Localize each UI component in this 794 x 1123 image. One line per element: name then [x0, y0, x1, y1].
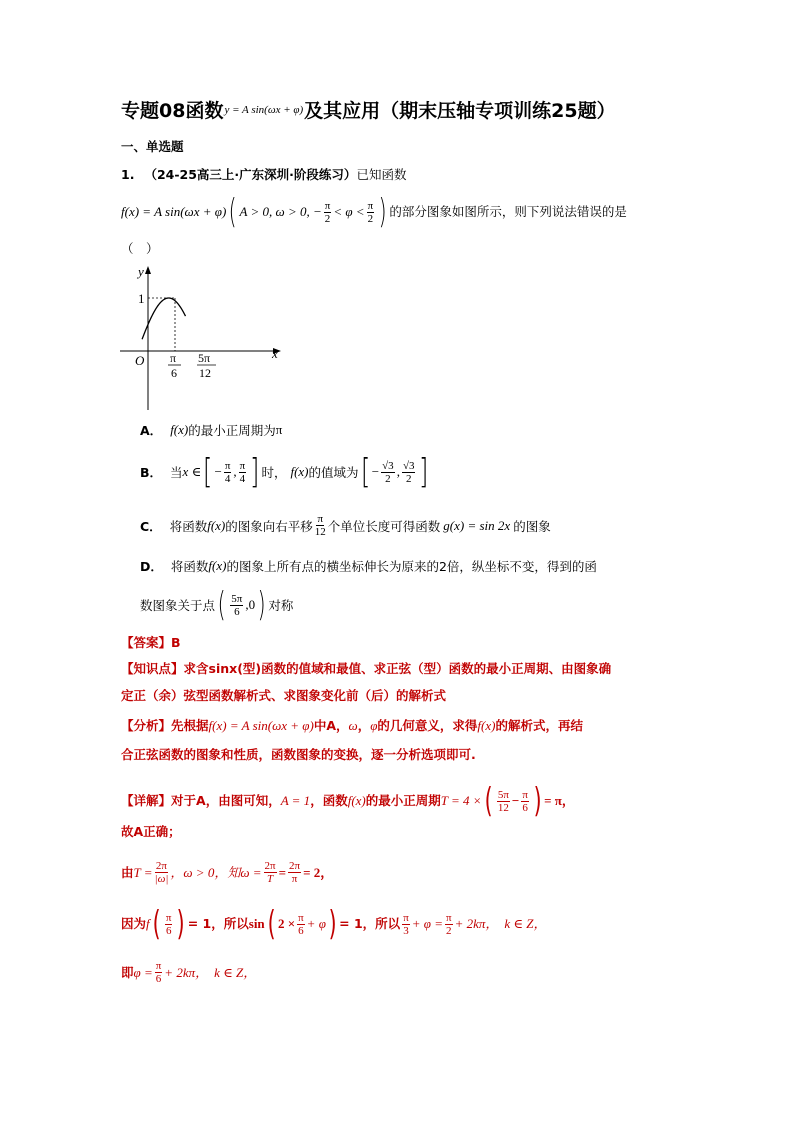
origin-label: O [135, 353, 145, 368]
stem-formula: f(x) = A sin(ωx + φ) [121, 204, 227, 219]
sine-curve [142, 298, 185, 339]
option-d-cont: 数图象关于点 ( $\frac{5\pi}{6}$ ,0 ) 对称 [140, 585, 294, 625]
stem-condition-b: < φ < [333, 204, 365, 219]
x-tick-pi-6-num: π [170, 351, 177, 365]
title-suffix: 及其应用（期末压轴专项训练25题） [304, 100, 616, 122]
answer-line: 【答案】 B [121, 635, 181, 650]
analysis-line-2: 合正弦函数的图象和性质，函数图象的变换，逐一分析选项即可. [121, 747, 476, 762]
option-d[interactable]: D． 将函数 f(x) 的图象上所有点的横坐标伸长为原来的2倍，纵坐标不变，得到的函 [140, 558, 597, 574]
detail-line-5: 即 φ = $\frac{\pi}{6}$ + 2kπ， k ∈ Z， [121, 960, 257, 985]
x-tick-pi-6-den: 6 [171, 366, 177, 380]
detail-line-3: 由 T = $\frac{2\pi}{|\omega|}$ ，ω > 0，知 ω = $\frac{2\pi}{T}$ = $\frac{2\pi}{\pi}$ = 2， [121, 860, 334, 885]
detail-line-4: 因为 f ( $\frac{\pi}{6}$ ) = 1，所以 sin ( 2 × $\frac{\pi}{6}$ + φ ) = 1，所以 $\frac{\pi}{3}$ + φ = $\frac{\pi}{2}$ + 2kπ， k ∈ Z， [121, 904, 547, 944]
title-prefix: 专题08函数 [121, 100, 224, 122]
answer-blank: （ ） [121, 241, 159, 256]
page-title [121, 96, 616, 123]
knowledge-line-1: 【知识点】 求含sinx(型)函数的值域和最值、求正弦（型）函数的最小正周期、由图象确 [121, 661, 612, 676]
question-stem: f(x) = A sin(ωx + φ) ( A > 0, ω > 0, − $\frac{\pi}{2}$ < φ < $\frac{\pi}{2}$ ) 的部分图象如图所示，则下列说法错误的是 [121, 192, 627, 232]
detail-line-1: 【详解】 对于A，由图可知， A = 1 ，函数 f(x) 的最小正周期 T = 4 × ( $\frac{5\pi}{12}$ − $\frac{\pi}{6}$ ) = π ， [121, 781, 575, 821]
y-axis-label: y [138, 264, 144, 279]
option-b-label: B． [140, 465, 163, 480]
section-heading: 一、单选题 [121, 139, 184, 154]
answer-value: B [171, 635, 181, 650]
option-b[interactable]: B． 当 x ∈ [ − $\frac{\pi}{4}$ , $\frac{\pi}{4}$ ] 时， f(x) 的值域为 [ − $\frac{√3}{2}$ , $\frac{√3}{2}$ ] [140, 452, 429, 492]
option-d-label: D． [140, 559, 163, 574]
option-c-label: C． [140, 518, 162, 534]
y-axis-arrow [145, 266, 151, 274]
question-number: 1. [121, 167, 135, 182]
question-source: （24-25高三上·广东深圳·阶段练习） [144, 167, 357, 182]
x-axis-label: x [272, 346, 278, 361]
y-tick-label: 1 [138, 291, 145, 306]
analysis-line-1: 【分析】 先根据 f(x) = A sin(ωx + φ) 中A， ω ， φ 的几何意义，求得 f(x) 的解析式，再结 [121, 718, 583, 733]
stem-text: 的部分图象如图所示，则下列说法错误的是 [389, 204, 627, 219]
title-formula: y = A sin(ωx + φ) [224, 103, 304, 116]
question-intro: 已知函数 [356, 167, 407, 182]
question-header [121, 166, 406, 184]
detail-line-2: 故A正确； [121, 824, 181, 839]
option-a-label: A． [140, 423, 163, 438]
x-tick-5pi-12-num: 5π [198, 351, 211, 365]
option-a[interactable]: A． f(x) 的最小正周期为 π [140, 422, 283, 438]
knowledge-line-2: 定正（余）弦型函数解析式、求图象变化前（后）的解析式 [121, 688, 447, 703]
stem-condition-a: A > 0, ω > 0, − [239, 204, 322, 219]
x-tick-5pi-12-den: 12 [199, 366, 211, 380]
option-c[interactable]: C． 将函数 f(x) 的图象向右平移 $\frac{\pi}{12}$ 个单位长度可得函数 g(x) = sin 2x 的图象 [140, 513, 551, 538]
sine-graph-figure [118, 262, 293, 414]
